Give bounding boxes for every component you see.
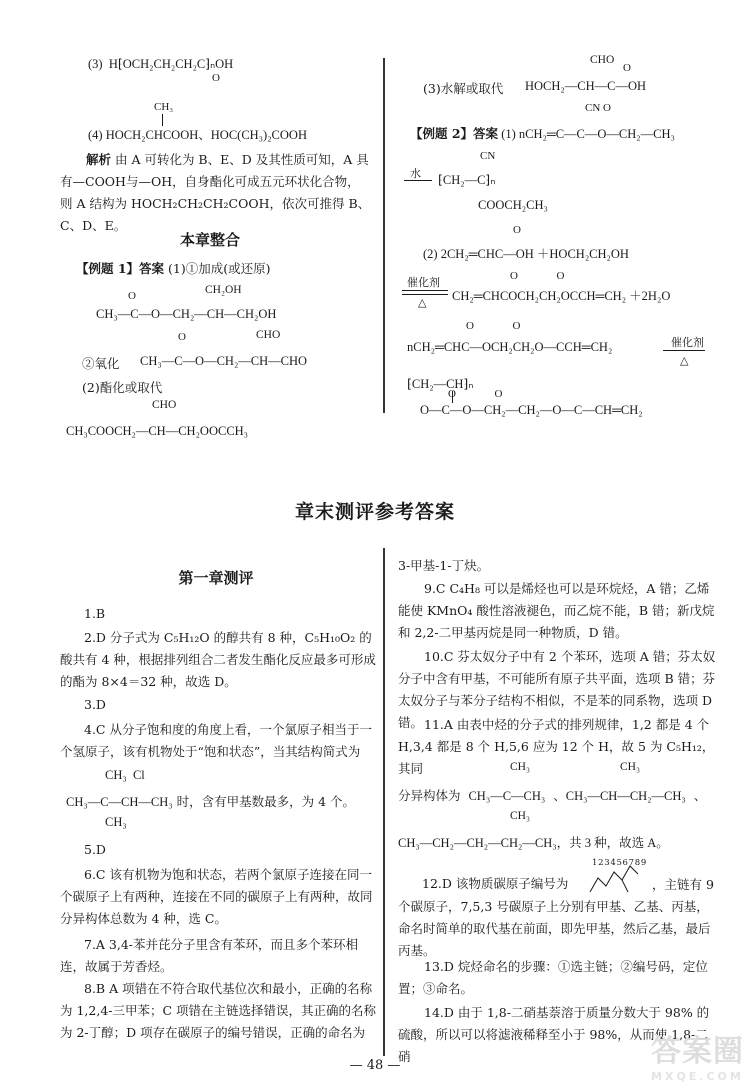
- answer-9: 9.C C₄H₈ 可以是烯烃也可以是环烷烃，A 错；乙烯能使 KMnO₄ 酸性溶液褪色，而乙烷不能，B 错；新戊烷和 2,2-二甲基丙烷是同一种物质，D 错。: [398, 581, 715, 640]
- ex2-cn-o: CN O: [585, 102, 611, 114]
- column-divider-top: [383, 58, 385, 413]
- ex1-structure1: CH₃—C—O—CH₂—CH—CH₂OH: [96, 307, 277, 321]
- ex1-answer2: (2)酯化或取代: [82, 380, 163, 395]
- catalyst-label-1: 催化剂: [407, 276, 440, 289]
- answer-7: 7.A 3,4-苯并芘分子里含有苯环，而且多个苯环相连，故属于芳香烃。: [60, 937, 359, 974]
- ex1-oxidation-label: ②氧化: [82, 356, 120, 371]
- ex1-s1-o: O: [128, 290, 136, 302]
- poly-cn: CN: [480, 150, 496, 162]
- polymer-o: O O: [448, 388, 503, 400]
- ex1-s2-cho: CHO: [256, 329, 281, 341]
- a4-structure-line: CH₃—C—CH—CH₃ 时，含有甲基数最多，为 4 个。: [66, 794, 356, 809]
- poly-coo: COOCH₂CH₃: [478, 198, 548, 212]
- answer-4: 4.C 从分子饱和度的角度上看，一个氯原子相当于一个氢原子，该有机物处于“饱和状态”，当其结构简式为: [60, 722, 372, 759]
- example2-answer: 【例题 2】答案 (1) nCH₂═C—C—O—CH₂—CH₃: [410, 126, 675, 141]
- answer-12-post: ，主链有 9 个碳原子，7,5,3 号碳原子上分别有甲基、乙基、丙基，命名时简单的取代基在前面，即先甲基，然后乙基，最后丙基。: [398, 877, 714, 958]
- watermark-logo: 答案圈 MXQE.COM: [651, 1034, 744, 1083]
- answer-12-pre: 12.D 该物质碳原子编号为: [422, 876, 569, 891]
- answer-3: 3.D: [84, 697, 106, 712]
- polymer-main: ⁅CH₂—CH⁆ₙ: [407, 377, 474, 391]
- item4-formula: (4) HOCH₂CHCOOH、HOC(CH₃)₂COOH: [88, 128, 307, 142]
- r3-o: O: [623, 62, 631, 74]
- poly-arrow: [663, 350, 705, 351]
- ester-o: O O: [510, 270, 565, 282]
- ex1-s1-ch2oh: CH₂OH: [205, 284, 242, 296]
- a11-ch3-a: CH₃: [510, 761, 530, 773]
- a11-ch3-c: CH₃: [620, 761, 640, 773]
- delta-1: △: [418, 296, 427, 309]
- polym-monomer: nCH₂═CHC—OCH₂CH₂O—CCH═CH₂: [407, 340, 613, 354]
- analysis-paragraph: 解析 由 A 可转化为 B、E、D 及其性质可知，A 具有—COOH与—OH，自身酯化可成五元环状化合物，则 A 结构为 HOCH₂CH₂CH₂COOH，依次可推得 B、C、D、E。: [60, 152, 371, 233]
- page-number: — 48 —: [349, 1058, 401, 1073]
- answer-11: 11.A 由表中烃的分子式的排列规律，1,2 都是 4 个H,3,4 都是 8 个 H,5,6 应为 12 个 H，故 5 为 C₅H₁₂，其同: [398, 717, 715, 776]
- answer-8-cont: 3-甲基-1-丁炔。: [398, 558, 490, 573]
- a11-isomers: 分异构体为 CH₃—C—CH₃ 、CH₃—CH—CH₂—CH₃ 、: [398, 788, 707, 803]
- ex2-a2-o: O: [513, 224, 521, 236]
- example1-answer: 【例题 1】答案 (1)①加成(或还原): [76, 261, 271, 276]
- ex2-answer2: (2) 2CH₂═CHC—OH ＋HOCH₂CH₂OH: [423, 247, 629, 261]
- water-label: 水: [410, 167, 421, 180]
- ester-product: CH₂═CHCOCH₂CH₂OCCH═CH₂ ＋2H₂O: [452, 289, 671, 303]
- eq-arrow-bottom: [402, 294, 448, 295]
- ex1-s2-o: O: [178, 331, 186, 343]
- r3-cho: CHO: [590, 54, 615, 66]
- column-divider-bottom: [383, 548, 385, 1056]
- answer-5: 5.D: [84, 842, 106, 857]
- a4-bottom-ch3: CH₃: [105, 815, 127, 829]
- item3-formula: (3) H⁅OCH₂CH₂CH₂C⁆ₙOH: [88, 57, 234, 71]
- item4-ch3: CH₃: [154, 101, 174, 113]
- answer-14: 14.D 由于 1,8-二硝基萘溶于质量分数大于 98% 的硫酸，所以可以将滤液稀释至小于 98%，从而使 1,8-二硝: [398, 1005, 710, 1064]
- a11-end: CH₃—CH₂—CH₂—CH₂—CH₃，共 3 种，故选 A。: [398, 836, 669, 850]
- ex1-structure3: CH₃COOCH₂—CH—CH₂OOCCH₃: [66, 424, 249, 438]
- ex1-structure2: CH₃—C—O—CH₂—CH—CHO: [140, 354, 308, 368]
- answer-2: 2.D 分子式为 C₅H₁₂O 的醇共有 8 种，C₅H₁₀O₂ 的酸共有 4 种，根据排列组合二者发生酯化反应最多可形成的酯为 8×4＝32 种，故选 D。: [60, 630, 376, 689]
- eq-arrow-top: [402, 290, 448, 291]
- a11-ch3-b: CH₃: [510, 810, 530, 822]
- a4-top-groups: CH₃ Cl: [105, 768, 145, 782]
- chapter-summary-title: 本章整合: [180, 231, 241, 249]
- poly-main: ⁅CH₂—C⁆ₙ: [438, 173, 496, 187]
- ex1-s3-cho: CHO: [152, 399, 177, 411]
- catalyst-label-2: 催化剂: [671, 336, 704, 349]
- item3-carbonyl-o: O: [212, 72, 220, 84]
- answer-1: 1.B: [84, 606, 106, 621]
- answer-13: 13.D 烷烃命名的步骤：①选主链；②编号码，定位置；③命名。: [398, 959, 708, 996]
- delta-2: △: [680, 354, 689, 367]
- reaction-arrow: [404, 180, 432, 181]
- section-title: 章末测评参考答案: [294, 501, 455, 523]
- answer-10: 10.C 芬太奴分子中有 2 个苯环，选项 A 错；芬太奴分子中含有甲基，不可能所有原子共平面，选项 B 错；芬太奴分子与苯分子结构不相似，不是苯的同系物，选项 D 错。: [398, 649, 716, 730]
- polym-o: O O: [466, 320, 521, 332]
- chapter1-title: 第一章测评: [178, 569, 254, 587]
- r3-formula: HOCH₂—CH—C—OH: [525, 79, 647, 93]
- a12-numbering: 1 2 3 4 5 6 7 8 9: [592, 858, 646, 868]
- answer-8: 8.B A 项错在不符合取代基位次和最小，正确的名称为 1,2,4-三甲苯；C 项错在主链选择错误，其正确的名称为 2-丁醇；D 项存在碳原子的编号错误，正确的命名为: [60, 981, 377, 1040]
- polymer-tail: O—C—O—CH₂—CH₂—O—C—CH═CH₂: [420, 403, 643, 417]
- answer-6: 6.C 该有机物为饱和状态，若两个氯原子连接在同一个碳原子上有两种，连接在不同的碳原子上有两种，故同分异构体总数为 4 种，选 C。: [60, 867, 373, 926]
- r3-label: (3)水解或取代: [423, 81, 504, 96]
